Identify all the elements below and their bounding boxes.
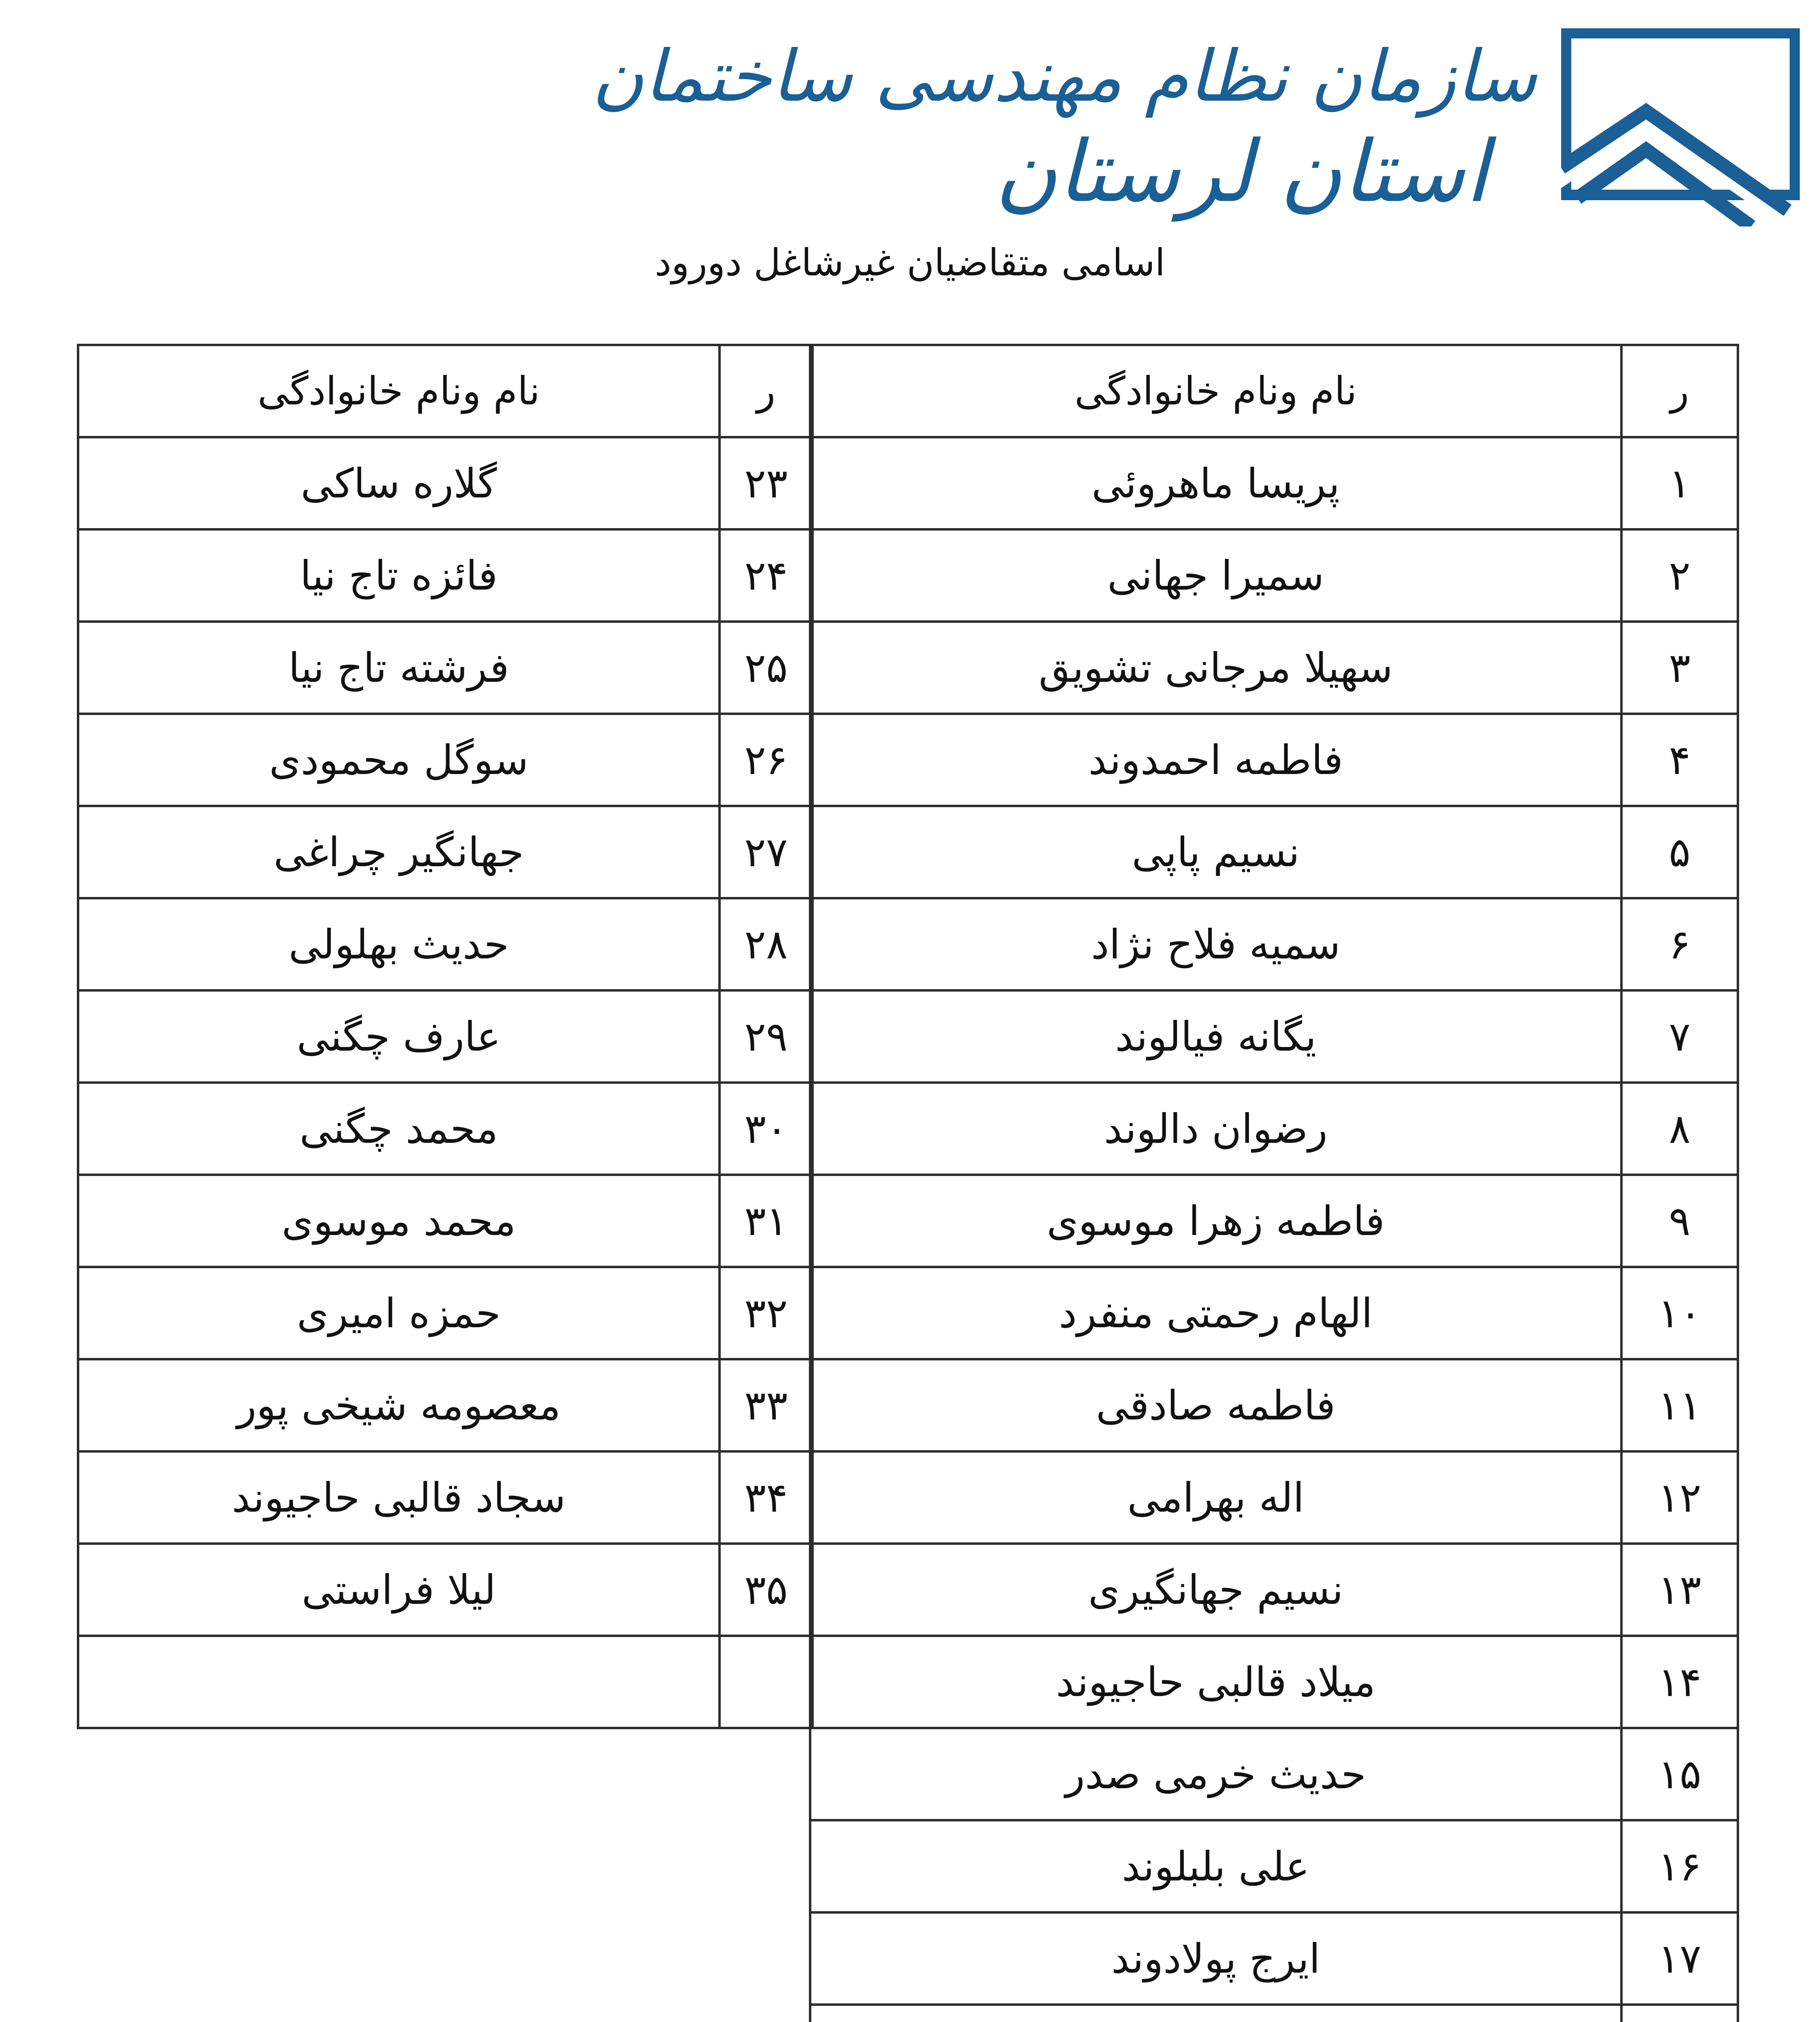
table-row: [810, 714, 1738, 806]
row-number: ۳۵: [720, 1544, 813, 1636]
table-row: [810, 1359, 1738, 1451]
column-header-name: نام ونام خانوادگی: [78, 345, 720, 437]
row-number: ۲۹: [720, 990, 813, 1083]
row-number: ۱: [1621, 437, 1738, 529]
person-name: محمد چگنی: [78, 1083, 720, 1175]
person-name: نسیم جهانگیری: [810, 1544, 1621, 1636]
row-number: ۱۱: [1621, 1359, 1738, 1451]
row-number: ۱۲: [1621, 1451, 1738, 1544]
org-name-line1: سازمان نظام مهندسی ساختمان: [592, 36, 1537, 118]
table-row: [78, 1636, 813, 1728]
table-row: [78, 1083, 813, 1175]
table-row: [810, 898, 1738, 990]
row-number: ۲۸: [720, 898, 813, 990]
row-number: ۷: [1621, 990, 1738, 1083]
row-number: ۳۳: [720, 1359, 813, 1451]
table-row: [78, 806, 813, 898]
person-name: فاطمه زهرا موسوی: [810, 1175, 1621, 1267]
row-number: ۱۷: [1621, 1912, 1738, 2005]
table-row: [810, 1267, 1738, 1359]
person-name: حدیث بهلولی: [78, 898, 720, 990]
page-title: اسامی متقاضیان غیرشاغل دورود: [654, 241, 1166, 284]
table-row: [810, 2005, 1738, 2022]
table-row: [810, 437, 1738, 529]
org-name-line2: استان لرستان: [995, 122, 1488, 221]
building-roof-icon: [1561, 28, 1800, 226]
person-name: پریسا ماهروئی: [810, 437, 1621, 529]
person-name: سهیلا مرجانی تشویق: [810, 622, 1621, 714]
person-name: یگانه فیالوند: [810, 990, 1621, 1083]
person-name: گلاره ساکی: [78, 437, 720, 529]
table-row: [78, 714, 813, 806]
table-row: [810, 1728, 1738, 1820]
row-number: ۱۶: [1621, 1820, 1738, 1912]
person-name: سجاد قالبی حاجیوند: [78, 1451, 720, 1544]
person-name: فاطمه احمدوند: [810, 714, 1621, 806]
row-number: ۳۲: [720, 1267, 813, 1359]
person-name: حدیث خرمی صدر: [810, 1728, 1621, 1820]
person-name: رضوان دالوند: [810, 1083, 1621, 1175]
row-number: ۳۱: [720, 1175, 813, 1267]
person-name: سمیه فلاح نژاد: [810, 898, 1621, 990]
table-row: [810, 1912, 1738, 2005]
row-number: ۶: [1621, 898, 1738, 990]
table-row: [78, 1359, 813, 1451]
row-number: ۴: [1621, 714, 1738, 806]
row-number: ۵: [1621, 806, 1738, 898]
names-table-left: [77, 344, 814, 1729]
person-name: [810, 2005, 1621, 2022]
table-row: [78, 990, 813, 1083]
row-number: ۱۵: [1621, 1728, 1738, 1820]
person-name: سوگل محمودی: [78, 714, 720, 806]
table-row: [810, 990, 1738, 1083]
row-number: ۸: [1621, 1083, 1738, 1175]
row-number: [1621, 2005, 1738, 2022]
person-name: الهام رحمتی منفرد: [810, 1267, 1621, 1359]
person-name: فاطمه صادقی: [810, 1359, 1621, 1451]
row-number: [720, 1636, 813, 1728]
table-row: [810, 806, 1738, 898]
column-header-name: نام ونام خانوادگی: [810, 345, 1621, 437]
row-number: ۳۴: [720, 1451, 813, 1544]
person-name: میلاد قالبی حاجیوند: [810, 1636, 1621, 1728]
table-row: [78, 1267, 813, 1359]
row-number: ۱۳: [1621, 1544, 1738, 1636]
row-number: ۱۰: [1621, 1267, 1738, 1359]
table-row: [78, 1451, 813, 1544]
row-number: ۲۵: [720, 622, 813, 714]
row-number: ۲۴: [720, 529, 813, 622]
table-row: [810, 622, 1738, 714]
person-name: علی بلبلوند: [810, 1820, 1621, 1912]
table-row: [810, 1544, 1738, 1636]
person-name: حمزه امیری: [78, 1267, 720, 1359]
table-row: [810, 1451, 1738, 1544]
table-row: [78, 437, 813, 529]
table-row: [78, 529, 813, 622]
table-header-row: [810, 345, 1738, 437]
row-number: ۳: [1621, 622, 1738, 714]
person-name: [78, 1636, 720, 1728]
person-name: جهانگیر چراغی: [78, 806, 720, 898]
column-header-number: ر: [720, 345, 813, 437]
table-row: [78, 898, 813, 990]
person-name: نسیم پاپی: [810, 806, 1621, 898]
person-name: معصومه شیخی پور: [78, 1359, 720, 1451]
table-row: [810, 1636, 1738, 1728]
names-table-right: [809, 344, 1739, 2022]
table-row: [810, 529, 1738, 622]
row-number: ۹: [1621, 1175, 1738, 1267]
person-name: عارف چگنی: [78, 990, 720, 1083]
table-row: [78, 622, 813, 714]
column-header-number: ر: [1621, 345, 1738, 437]
person-name: اله بهرامی: [810, 1451, 1621, 1544]
person-name: ایرج پولادوند: [810, 1912, 1621, 2005]
person-name: فائزه تاج نیا: [78, 529, 720, 622]
row-number: ۳۰: [720, 1083, 813, 1175]
table-row: [78, 1175, 813, 1267]
table-row: [810, 1175, 1738, 1267]
row-number: ۲۳: [720, 437, 813, 529]
row-number: ۱۴: [1621, 1636, 1738, 1728]
person-name: فرشته تاج نیا: [78, 622, 720, 714]
person-name: محمد موسوی: [78, 1175, 720, 1267]
table-header-row: [78, 345, 813, 437]
person-name: سمیرا جهانی: [810, 529, 1621, 622]
row-number: ۲۶: [720, 714, 813, 806]
table-row: [78, 1544, 813, 1636]
person-name: لیلا فراستی: [78, 1544, 720, 1636]
table-row: [810, 1083, 1738, 1175]
table-row: [810, 1820, 1738, 1912]
row-number: ۲۷: [720, 806, 813, 898]
row-number: ۲: [1621, 529, 1738, 622]
